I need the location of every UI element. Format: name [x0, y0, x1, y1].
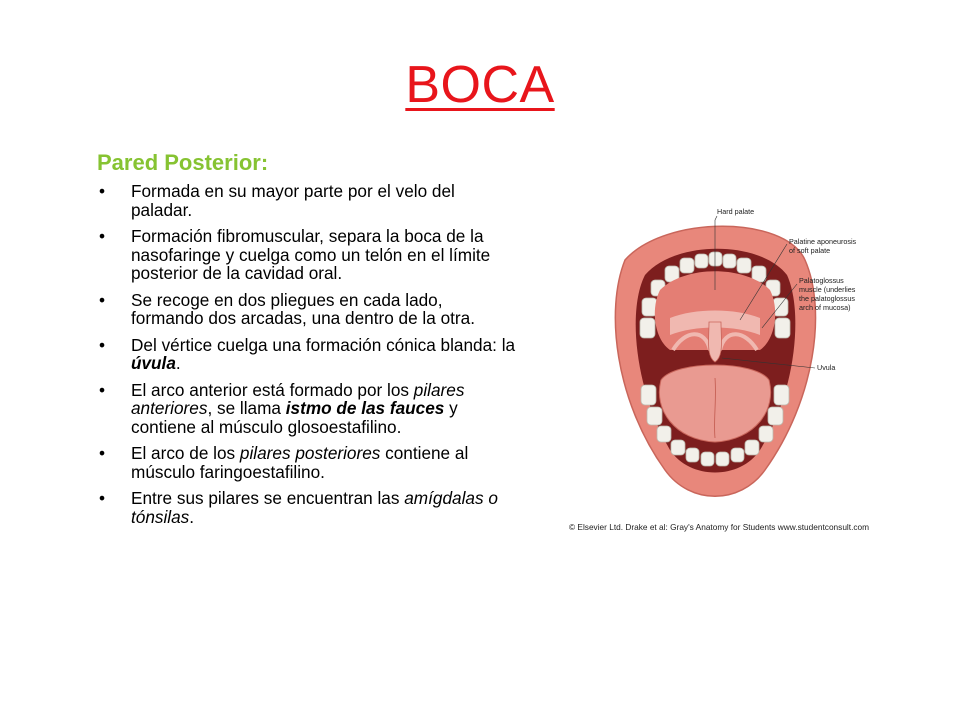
bullet-text-segment: amígdalas o tónsilas [131, 488, 498, 527]
bullet-text-segment: Entre sus pilares se encuentran las [131, 488, 405, 508]
label-palatoglossus-4: arch of mucosa) [799, 303, 851, 312]
slide-title: BOCA [405, 56, 555, 114]
mouth-illustration [565, 200, 915, 540]
bullet-list [97, 182, 517, 534]
label-palatoglossus-3: the palatoglossus [799, 294, 855, 303]
label-palatine-aponeurosis-1: Palatine aponeurosis [789, 237, 857, 246]
bullet-text-segment: pilares anteriores [131, 379, 465, 418]
bullet-dot: • [99, 488, 106, 508]
label-palatine-aponeurosis-2: of soft palate [789, 246, 831, 255]
bullet-text-segment: , se llama [207, 398, 286, 418]
section-subtitle: Pared Posterior: [97, 150, 269, 175]
bullet-item [97, 182, 517, 219]
bullet-text-segment: úvula [131, 353, 176, 373]
bullet-text-segment: . [189, 506, 195, 527]
bullet-dot: • [99, 379, 106, 400]
bullet-text-segment: Se recoge en dos pliegues en cada lado, formando dos arcadas, una dentro de la otra. [131, 289, 475, 328]
bullet-item [97, 291, 517, 328]
bullet-text-segment: pilares posteriores [239, 443, 381, 463]
bullet-item [97, 336, 517, 373]
label-palatoglossus-1: Palatoglossus [799, 276, 844, 285]
bullet-text-segment: El arco anterior está formado por los [131, 379, 414, 400]
bullet-text-segment: y contiene al músculo glosoestafilino. [131, 398, 458, 437]
bullet-dot: • [99, 226, 106, 246]
bullet-text-segment: istmo de las fauces [285, 398, 445, 418]
bullet-text-segment: Formada en su mayor parte por el velo del paladar. [131, 181, 455, 220]
bullet-item [97, 227, 517, 283]
label-hard-palate: Hard palate [717, 207, 755, 216]
bullet-item [97, 381, 517, 437]
bullet-text-segment: Del vértice cuelga una formación cónica blanda: la [131, 334, 516, 355]
bullet-text-segment: Formación fibromuscular, separa la boca de la nasofaringe y cuelga como un telón en el límite posterior de la cavidad oral. [131, 226, 491, 283]
bullet-text-segment: El arco de los [131, 443, 240, 463]
label-uvula: Uvula [817, 363, 836, 372]
bullet-item [97, 444, 517, 481]
figure-credit: © Elsevier Ltd. Drake et al: Gray's Anatomy for Students www.studentconsult.com [569, 522, 870, 532]
bullet-dot: • [99, 289, 106, 310]
bullet-item [97, 489, 517, 526]
uvula-shape [709, 322, 722, 362]
bullet-text-segment: . [175, 353, 181, 373]
mouth-anatomy-figure [565, 200, 915, 540]
bullet-dot: • [99, 443, 106, 463]
bullet-text-segment: contiene al músculo faringoestafilino. [131, 443, 469, 482]
label-palatoglossus-2: muscle (underlies [799, 285, 856, 294]
bullet-dot: • [99, 181, 106, 201]
bullet-dot: • [99, 334, 106, 355]
